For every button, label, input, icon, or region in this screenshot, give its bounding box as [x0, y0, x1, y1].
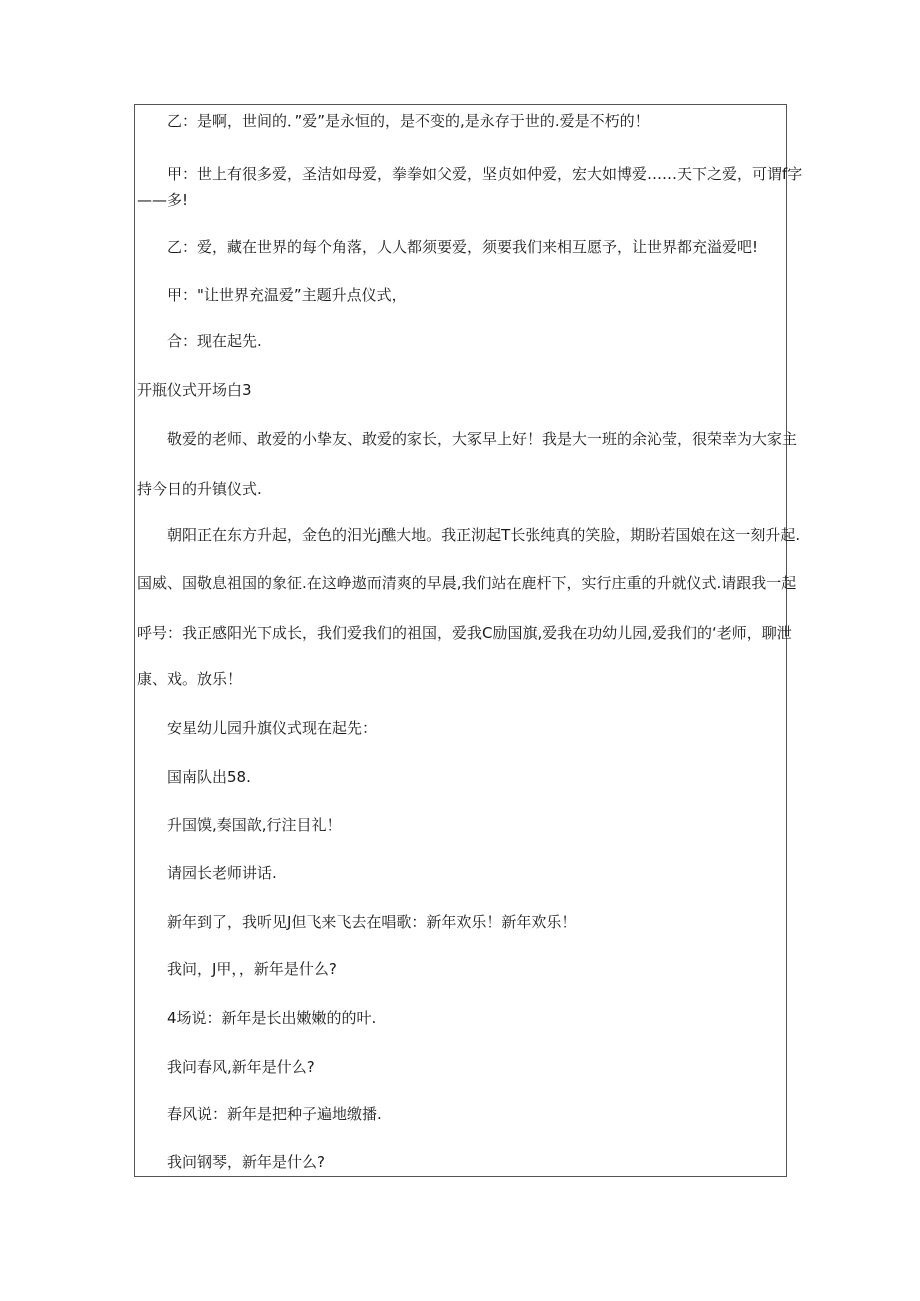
text-line: 乙：爱，藏在世界的每个角落，人人都须要爱，须要我们来相互愿予，让世界都充溢爱吧!: [167, 238, 759, 256]
text-line: 甲：世上有很多爱，圣洁如母爱，拳拳如父爱，坚贞如仲爱，宏大如博爱……天下之爱，可谓f字: [167, 165, 803, 183]
section-heading: 开瓶仪式开场白3: [137, 381, 252, 399]
text-line: 国威、国敬息祖国的象征.在这峥遨而清爽的早晨,我们站在鹿杆下，实行庄重的升就仪式.请跟我一起: [137, 574, 797, 592]
text-line: 合：现在起先.: [167, 332, 262, 350]
text-line: 国南队出58.: [167, 768, 251, 786]
text-line: 请园长老师讲话.: [167, 864, 277, 882]
text-line: 朝阳正在东方升起，金色的汨光j醮大地。我正沏起T长张纯真的笑脸，期盼若国娘在这一刻升起.: [167, 526, 801, 544]
text-line: 我问，J甲，，新年是什么?: [167, 960, 337, 978]
text-line: 4场说：新年是长出嫩嫩的的叶.: [167, 1009, 377, 1027]
text-line: 甲："让世界充温爱”主题升点仪式，: [167, 286, 407, 304]
text-line: 康、戏。放乐！: [137, 670, 243, 688]
text-line: 呼号：我正感阳光下成长，我们爱我们的祖国，爱我C励国旗,爱我在功幼儿园,爱我们的‘老师，聊泄: [137, 624, 792, 642]
text-line: 安星幼儿园升旗仪式现在起先：: [167, 719, 378, 737]
text-line: ——多!: [137, 191, 189, 209]
text-line: 春风说：新年是把种子遍地缴播.: [167, 1105, 382, 1123]
text-line: 新年到了，我听见J但飞来飞去在唱歌：新年欢乐！新年欢乐！: [167, 913, 577, 931]
text-line: 持今日的升镇仪式.: [137, 480, 262, 498]
text-line: 我问钢琴，新年是什么?: [167, 1153, 325, 1171]
text-line: 升国馍,奏国歆,行注目礼！: [167, 816, 342, 834]
text-line: 乙：是啊，世间的．”爱”是永恒的，是不变的,是永存于世的.爱是不朽的！: [167, 112, 650, 130]
text-line: 我问春风,新年是什么?: [167, 1058, 315, 1076]
text-line: 敬爱的老师、敢爱的小挚友、敢爱的家长，大冢早上好！我是大一班的余沁莹，很荣幸为大家主: [167, 430, 798, 448]
